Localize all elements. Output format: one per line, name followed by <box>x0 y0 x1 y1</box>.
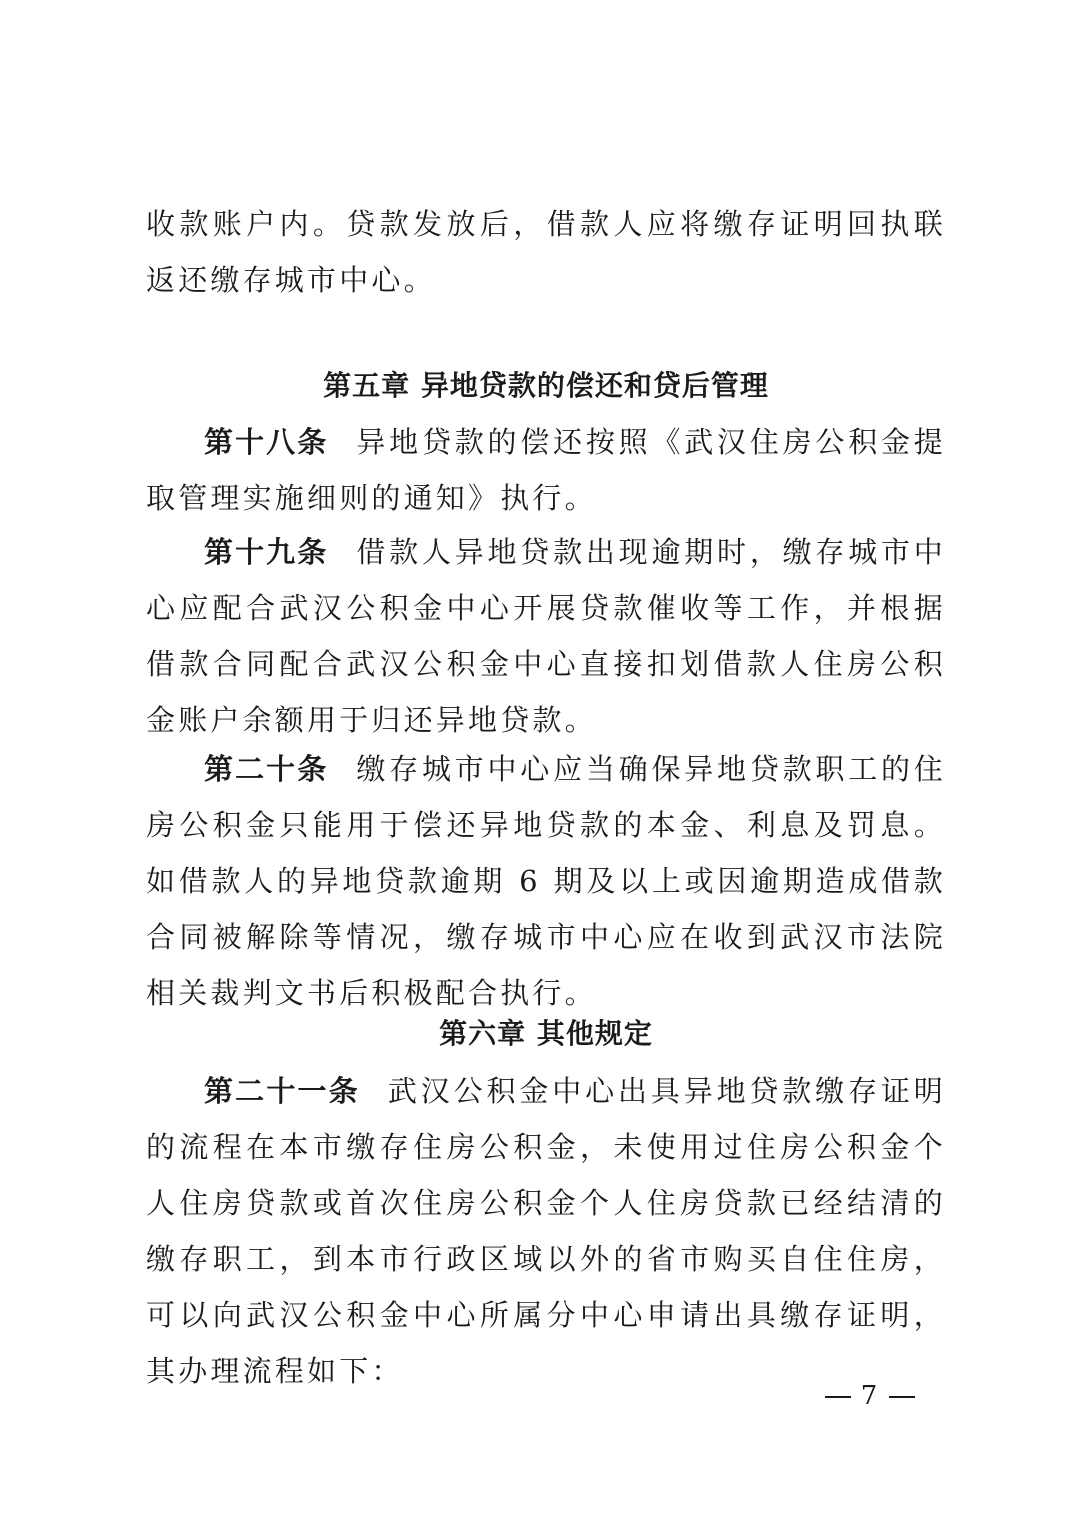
article-20 <box>146 741 946 1021</box>
page-number-right-dash <box>889 1396 915 1398</box>
page-number-left-dash <box>825 1396 851 1398</box>
article-19-text: 借款人异地贷款出现逾期时，缴存城市中心应配合武汉公积金中心开展贷款催收等工作，并根据借款合同配合武汉公积金中心直接扣划借款人住房公积金账户余额用于归还异地贷款。 <box>146 535 946 737</box>
article-20-label: 第二十条 <box>204 752 329 786</box>
article-18-label: 第十八条 <box>204 425 329 459</box>
article-18-text: 异地贷款的偿还按照《武汉住房公积金提取管理实施细则的通知》执行。 <box>146 425 946 515</box>
article-19 <box>146 524 946 748</box>
article-20-text: 缴存城市中心应当确保异地贷款职工的住房公积金只能用于偿还异地贷款的本金、利息及罚息。如借款人的异地贷款逾期 6 期及以上或因逾期造成借款合同被解除等情况，缴存城市中心应在收到武汉市法院相关裁判文书后积极配合执行。 <box>146 752 946 1010</box>
continued-paragraph: 收款账户内。贷款发放后，借款人应将缴存证明回执联返还缴存城市中心。 <box>146 207 946 297</box>
page-number <box>810 1376 930 1416</box>
article-21-label: 第二十一条 <box>204 1074 360 1108</box>
article-21-text: 武汉公积金中心出具异地贷款缴存证明的流程在本市缴存住房公积金，未使用过住房公积金个人住房贷款或首次住房公积金个人住房贷款已经结清的缴存职工，到本市行政区域以外的省市购买自住住房，可以向武汉公积金中心所属分中心申请出具缴存证明，其办理流程如下： <box>146 1074 946 1388</box>
article-18 <box>146 414 946 526</box>
chapter-5-title: 第五章 异地贷款的偿还和贷后管理 <box>323 369 769 402</box>
page-number-value: 7 <box>860 1381 880 1411</box>
article-19-label: 第十九条 <box>204 535 329 569</box>
article-21 <box>146 1063 946 1399</box>
chapter-6-title: 第六章 其他规定 <box>439 1017 653 1050</box>
